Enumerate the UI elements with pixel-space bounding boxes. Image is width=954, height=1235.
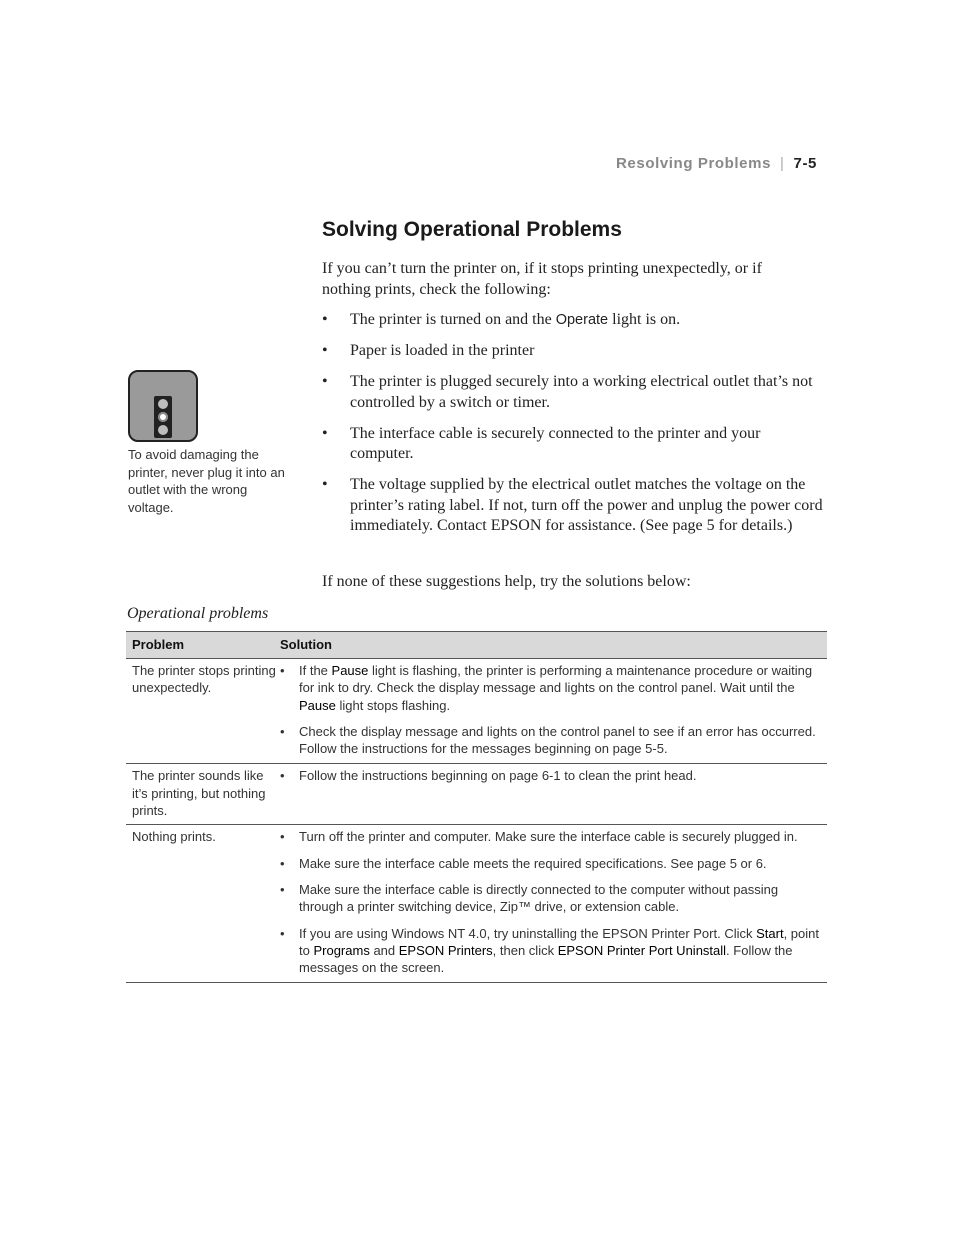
list-item: • The interface cable is securely connected to the printer and your computer. [322,424,761,462]
solution-item: • Make sure the interface cable meets the required specifications. See page 5 or 6. [280,855,767,871]
problems-table [126,631,827,983]
bullet-icon: • [322,342,328,359]
list-item: • The voltage supplied by the electrical outlet matches the voltage on the printer’s rating label. If not, turn off the power and unplug the power cord immediately. Contact EPSON for assistance. (See page 5 for details.) [322,476,823,534]
table-row [126,825,827,983]
checklist [322,310,826,547]
list-item: • The printer is turned on and the Operate light is on. [322,310,826,331]
bullet-icon: • [322,476,328,493]
follow-up-paragraph: If none of these suggestions help, try the solutions below: [322,573,691,590]
page-title: Solving Operational Problems [322,218,622,241]
solution-cell [280,828,827,976]
table-header [126,631,827,659]
solution-cell [280,662,827,757]
bullet-icon: • [322,373,328,390]
header-separator: | [780,155,785,172]
intro-paragraph: If you can’t turn the printer on, if it stops printing unexpectedly, or if nothing prints, check the following: [322,260,762,298]
table-row [126,659,827,764]
bullet-icon: • [280,829,285,845]
solution-item: • Follow the instructions beginning on page 6-1 to clean the print head. [280,768,697,784]
epson-printers-menu-label: EPSON Printers [398,942,493,958]
list-item: • The printer is plugged securely into a working electrical outlet that’s not controlled by a switch or timer. [322,373,813,411]
table-row [126,764,827,825]
section-name: Resolving Problems [616,155,772,172]
problem-cell: The printer stops printing unexpectedly. [132,663,276,696]
solution-item: • Check the display message and lights on the control panel to see if an error has occurred. Follow the instructions for the messages beginning on page 5-5. [280,723,816,757]
column-header-problem: Problem [132,637,185,653]
programs-menu-label: Programs [313,942,370,958]
column-header-solution: Solution [280,637,332,653]
bullet-icon: • [280,925,285,941]
uninstall-menu-label: EPSON Printer Port Uninstall [557,942,727,958]
bullet-icon: • [280,855,285,871]
bullet-icon: • [280,663,285,678]
list-item: • Paper is loaded in the printer [322,341,826,362]
bullet-icon: • [280,768,285,784]
solution-item: • Make sure the interface cable is directly connected to the computer without passing through a printer switching device, Zip™ drive, or extension cable. [280,881,779,915]
operate-key-label: Operate [555,312,609,328]
bullet-icon: • [322,424,328,442]
page-number: 7-5 [793,155,817,172]
running-header [616,155,817,172]
bullet-icon: • [280,881,285,897]
solution-item: • If the Pause light is flashing, the printer is performing a maintenance procedure or waiting for ink to dry. Check the display message and lights on the control panel. Wait until the Pause light stops flashing. [280,663,813,713]
indicator-strip [154,396,172,438]
solution-item: • If you are using Windows NT 4.0, try uninstalling the EPSON Printer Port. Click Start, point to Programs and EPSON Printers, then click EPSON Printer Port Uninstall. Follow the messages on the screen. [280,925,819,976]
side-note: To avoid damaging the printer, never plug it into an outlet with the wrong voltage. [128,447,285,515]
solution-item: • Turn off the printer and computer. Make sure the interface cable is securely plugged in. [280,829,798,845]
solution-cell [280,767,827,819]
pause-key-label: Pause [299,697,336,713]
indicator-light-icon [158,425,168,435]
problem-cell: The printer sounds like it’s printing, but nothing prints. [132,768,266,819]
table-caption: Operational problems [127,605,269,622]
indicator-light-on-icon [158,412,168,422]
start-menu-label: Start [756,925,784,941]
problem-cell: Nothing prints. [132,829,216,845]
pause-key-label: Pause [331,663,369,678]
bullet-icon: • [322,311,328,328]
indicator-light-icon [158,399,168,409]
bullet-icon: • [280,723,285,739]
warning-lights-icon [128,370,198,442]
